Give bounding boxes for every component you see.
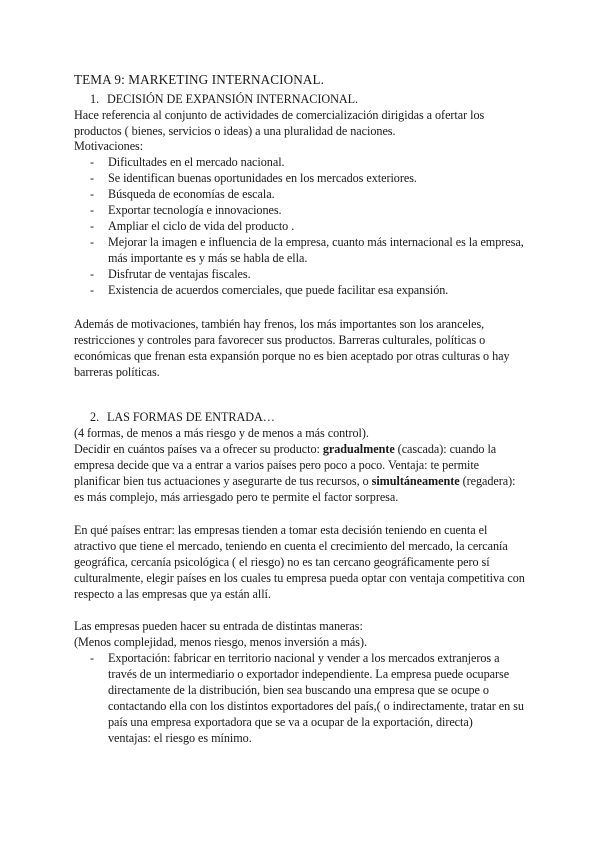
section-2-heading: LAS FORMAS DE ENTRADA… — [107, 410, 275, 424]
paragraph-line: En qué países entrar: las empresas tienden a tomar esta decisión teniendo en cuenta el — [74, 523, 488, 537]
paragraph-line: (Menos complejidad, menos riesgo, menos inversión a más). — [74, 635, 367, 649]
list-item-continuation: más importante es y más se habla de ella. — [108, 251, 308, 265]
list-item-continuation: directamente de la distribución, bien sea buscando una empresa que se ocupe o — [108, 683, 489, 697]
frenos-line: restricciones y controles para favorecer sus productos. Barreras culturales, políticas o — [74, 333, 486, 347]
bullet-dash: - — [90, 283, 95, 297]
paragraph-line — [74, 441, 496, 457]
list-item: Disfrutar de ventajas fiscales. — [108, 267, 251, 281]
list-item: Dificultades en el mercado nacional. — [108, 155, 285, 169]
text-run: (regadera): — [459, 474, 516, 488]
bullet-dash: - — [90, 155, 95, 169]
bullet-dash: - — [90, 219, 95, 233]
list-item: Existencia de acuerdos comerciales, que puede facilitar esa expansión. — [108, 283, 449, 297]
list-item: Se identifican buenas oportunidades en los mercados exteriores. — [108, 171, 417, 185]
bullet-dash: - — [90, 267, 95, 281]
text-run: (cascada): cuando la — [394, 442, 497, 456]
list-item: Exportar tecnología e innovaciones. — [108, 203, 282, 217]
text-run: Decidir en cuántos países va a ofrecer su producto: — [74, 442, 323, 456]
text-run: planificar bien tus actuaciones y asegurarte de tus recursos, o — [74, 474, 372, 488]
section-1-heading: DECISIÓN DE EXPANSIÓN INTERNACIONAL. — [107, 92, 358, 106]
bullet-dash: - — [90, 171, 95, 185]
paragraph-line — [74, 473, 516, 489]
frenos-line: económicas que frenan esta expansión porque no es bien aceptado por otras culturas o hay — [74, 349, 510, 363]
bullet-dash: - — [90, 187, 95, 201]
page-title: TEMA 9: MARKETING INTERNACIONAL. — [74, 72, 325, 87]
list-item-continuation: contactando ella con los distintos exportadores del país,( o indirectamente, tratar en su — [108, 699, 524, 713]
paragraph-line: geográfica, cercanía psicológica ( el riesgo) no es tan cercano geográficamente pero sí — [74, 555, 490, 569]
section-1-number: 1. — [90, 92, 100, 106]
list-item-continuation: ventajas: el riesgo es mínimo. — [108, 731, 252, 745]
list-item-continuation: país una empresa exportadora que se va a ocupar de la exportación, directa) — [108, 715, 473, 729]
bold-term-gradualmente: gradualmente — [322, 442, 395, 456]
paragraph-line: atractivo que tiene el mercado, teniendo en cuenta el crecimiento del mercado, la cercanía — [74, 539, 508, 553]
section-2-number: 2. — [90, 410, 100, 424]
motivaciones-label: Motivaciones: — [74, 139, 144, 153]
intro-line: Hace referencia al conjunto de actividades de comercialización dirigidas a ofertar los — [74, 108, 485, 122]
frenos-line: Además de motivaciones, también hay frenos, los más importantes son los aranceles, — [74, 317, 485, 331]
bold-term-simultaneamente: simultáneamente — [371, 474, 460, 488]
frenos-line: barreras políticas. — [74, 365, 160, 379]
bullet-dash: - — [90, 651, 95, 665]
list-item: Mejorar la imagen e influencia de la empresa, cuanto más internacional es la empresa, — [108, 235, 524, 249]
list-item-continuation: través de un intermediario o exportador independiente. La empresa puede ocuparse — [108, 667, 510, 681]
paragraph-line: culturalmente, elegir países en los cuales tu empresa pueda optar con ventaja competitiva con — [74, 571, 525, 585]
paragraph-line: es más complejo, más arriesgado pero te permite el factor sorpresa. — [74, 490, 399, 504]
list-item: Ampliar el ciclo de vida del producto . — [108, 219, 295, 233]
bullet-dash: - — [90, 203, 95, 217]
paragraph-line: respecto a las empresas que ya están allí. — [74, 587, 271, 601]
bullet-dash: - — [90, 235, 95, 249]
paragraph-line: empresa decide que va a entrar a varios países pero poco a poco. Ventaja: te permite — [74, 458, 480, 472]
paragraph-line: Las empresas pueden hacer su entrada de distintas maneras: — [74, 619, 363, 633]
intro-line: productos ( bienes, servicios o ideas) a una pluralidad de naciones. — [74, 124, 396, 138]
list-item: Exportación: fabricar en territorio nacional y vender a los mercados extranjeros a — [108, 651, 500, 665]
list-item: Búsqueda de economías de escala. — [108, 187, 275, 201]
paragraph-line: (4 formas, de menos a más riesgo y de menos a más control). — [74, 426, 369, 440]
